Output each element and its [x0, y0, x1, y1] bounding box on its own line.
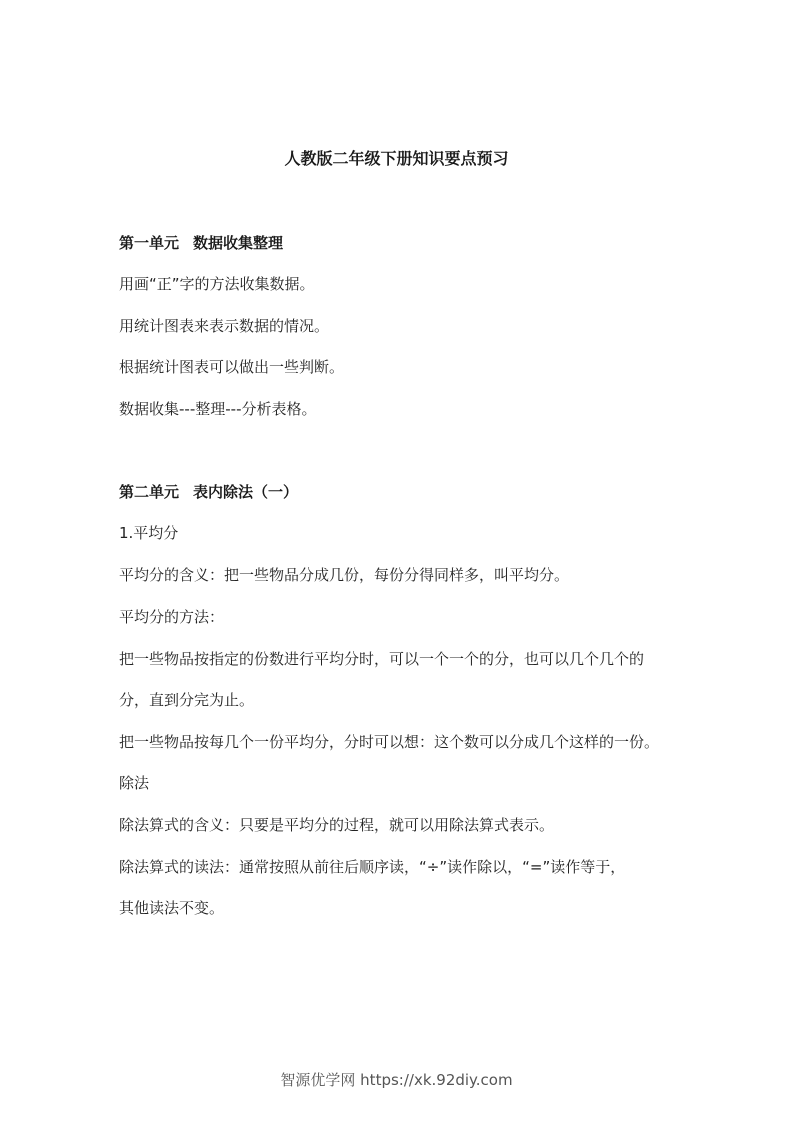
- unit1-name: 数据收集整理: [193, 234, 284, 252]
- unit2-line-7: 除法: [119, 774, 150, 792]
- unit1-line-1: 用画“正”字的方法收集数据。: [119, 275, 315, 293]
- unit2-line-5: 分，直到分完为止。: [119, 691, 255, 709]
- unit1-heading: [119, 232, 283, 254]
- unit1-number: 第一单元: [119, 234, 180, 252]
- unit2-line-3: 平均分的方法：: [119, 608, 225, 626]
- footer-watermark: 智源优学网 https://xk.92diy.com: [280, 1071, 513, 1089]
- unit2-line-4: 把一些物品按指定的份数进行平均分时，可以一个一个的分，也可以几个几个的: [119, 650, 645, 668]
- unit2-number: 第二单元: [119, 483, 180, 501]
- unit2-heading: [119, 481, 298, 503]
- unit2-line-9: 除法算式的读法：通常按照从前往后顺序读，“÷”读作除以，“=”读作等于，: [119, 858, 626, 876]
- unit2-name: 表内除法（一）: [193, 483, 299, 501]
- unit2-line-1: 1.平均分: [119, 524, 179, 542]
- unit2-line-2: 平均分的含义：把一些物品分成几份，每份分得同样多，叫平均分。: [119, 566, 570, 584]
- unit1-line-2: 用统计图表来表示数据的情况。: [119, 317, 330, 335]
- unit2-line-6: 把一些物品按每几个一份平均分，分时可以想：这个数可以分成几个这样的一份。: [119, 733, 660, 751]
- unit1-line-4: 数据收集---整理---分析表格。: [119, 400, 317, 418]
- unit2-line-10: 其他读法不变。: [119, 899, 225, 917]
- unit1-line-3: 根据统计图表可以做出一些判断。: [119, 358, 345, 376]
- document-title: 人教版二年级下册知识要点预习: [284, 149, 509, 168]
- unit2-line-8: 除法算式的含义：只要是平均分的过程，就可以用除法算式表示。: [119, 816, 555, 834]
